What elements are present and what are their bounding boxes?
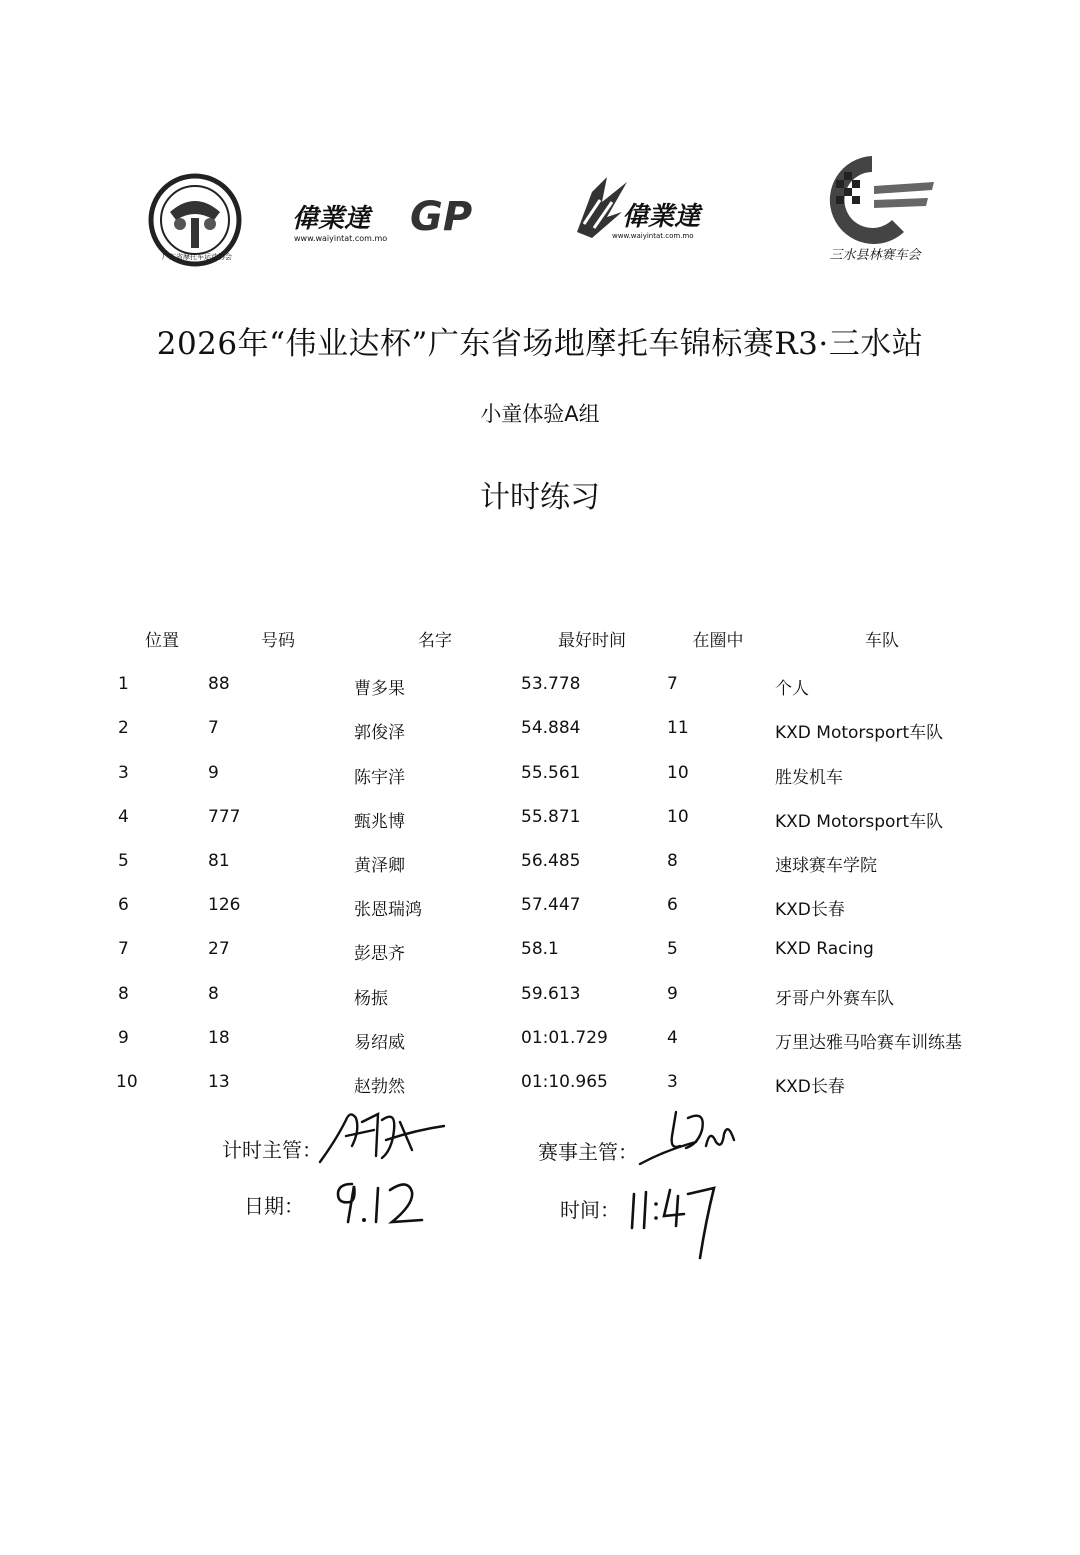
cell-name: 黄泽卿 <box>354 856 405 876</box>
date-value <box>340 1186 407 1221</box>
cell-position: 1 <box>118 674 129 694</box>
cell-team: KXD长春 <box>775 1077 845 1097</box>
cell-laps: 5 <box>667 939 678 959</box>
club-name: 三水县林赛车会 <box>829 248 921 263</box>
cell-best-time: 54.884 <box>521 718 581 738</box>
cell-position: 2 <box>118 718 129 738</box>
cell-position: 3 <box>118 763 129 783</box>
cell-number: 7 <box>208 718 219 738</box>
cell-laps: 7 <box>667 674 678 694</box>
cell-best-time: 01:01.729 <box>521 1028 608 1048</box>
cell-best-time: 01:10.965 <box>521 1072 608 1092</box>
waiyintat-gp-logo <box>292 196 532 246</box>
page-title: 2026年“伟业达杯”广东省场地摩托车锦标赛R3·三水站 <box>156 326 924 362</box>
cell-number: 13 <box>208 1072 230 1092</box>
race-manager-signature <box>636 1106 740 1170</box>
race-manager-label: 赛事主管： <box>538 1140 638 1164</box>
header-team: 车队 <box>865 631 899 651</box>
cell-number: 126 <box>208 895 241 915</box>
cell-number: 9 <box>208 763 219 783</box>
cell-team: 个人 <box>775 679 809 699</box>
gp-text: GP <box>410 194 473 240</box>
cell-position: 4 <box>118 807 129 827</box>
cell-number: 88 <box>208 674 230 694</box>
cell-best-time: 56.485 <box>521 851 581 871</box>
brand-url-2: www.waiyintat.com.mo <box>612 232 694 240</box>
cell-team: 速球赛车学院 <box>775 856 877 876</box>
cell-name: 易绍威 <box>354 1033 405 1053</box>
cell-number: 27 <box>208 939 230 959</box>
cell-team: 牙哥户外赛车队 <box>775 989 894 1009</box>
cell-best-time: 53.778 <box>521 674 581 694</box>
cell-best-time: 59.613 <box>521 984 581 1004</box>
timing-manager-signature <box>316 1100 448 1170</box>
cell-best-time: 57.447 <box>521 895 581 915</box>
cell-team: KXD Motorsport车队 <box>775 812 944 832</box>
club-logo <box>812 152 938 248</box>
waiyintat-tiger-logo <box>572 166 732 246</box>
header-name: 名字 <box>418 631 452 651</box>
brand-url-1: www.waiyintat.com.mo <box>294 234 388 243</box>
cell-position: 8 <box>118 984 129 1004</box>
cell-laps: 3 <box>667 1072 678 1092</box>
cell-laps: 9 <box>667 984 678 1004</box>
brand-text: 偉業達 <box>292 204 371 234</box>
cell-name: 甄兆博 <box>354 812 405 832</box>
cell-number: 18 <box>208 1028 230 1048</box>
cell-number: 81 <box>208 851 230 871</box>
cell-number: 777 <box>208 807 241 827</box>
cell-name: 郭俊泽 <box>354 723 405 743</box>
cell-team: KXD Racing <box>775 939 874 959</box>
class-subtitle: 小童体验A组 <box>480 402 600 426</box>
association-ring-text: 广东省摩托车运动协会 <box>162 253 232 261</box>
cell-best-time: 55.871 <box>521 807 581 827</box>
cell-team: 胜发机车 <box>775 768 843 788</box>
cell-laps: 4 <box>667 1028 678 1048</box>
header-best-time: 最好时间 <box>558 631 626 651</box>
cell-name: 杨振 <box>354 989 388 1009</box>
date-label: 日期： <box>244 1194 304 1218</box>
time-value <box>636 1196 722 1231</box>
cell-best-time: 58.1 <box>521 939 559 959</box>
cell-name: 赵勃然 <box>354 1077 405 1097</box>
time-label: 时间： <box>560 1198 620 1222</box>
brand-text-2: 偉業達 <box>622 202 701 232</box>
cell-laps: 6 <box>667 895 678 915</box>
cell-team: 万里达雅马哈赛车训练基 <box>775 1033 962 1053</box>
cell-team: KXD Motorsport车队 <box>775 723 944 743</box>
timing-manager-label: 计时主管： <box>222 1138 322 1162</box>
cell-name: 陈宇洋 <box>354 768 405 788</box>
cell-position: 5 <box>118 851 129 871</box>
cell-position: 6 <box>118 895 129 915</box>
header-laps: 在圈中 <box>692 631 744 651</box>
cell-position: 9 <box>118 1028 129 1048</box>
cell-number: 8 <box>208 984 219 1004</box>
cell-name: 张恩瑞鸿 <box>354 900 422 920</box>
cell-position: 10 <box>116 1072 138 1092</box>
header-position: 位置 <box>145 631 179 651</box>
cell-laps: 8 <box>667 851 678 871</box>
cell-name: 彭思齐 <box>354 944 405 964</box>
cell-best-time: 55.561 <box>521 763 581 783</box>
cell-position: 7 <box>118 939 129 959</box>
cell-laps: 10 <box>667 763 689 783</box>
cell-laps: 10 <box>667 807 689 827</box>
cell-laps: 11 <box>667 718 689 738</box>
cell-name: 曹多果 <box>354 679 405 699</box>
header-number: 号码 <box>261 631 295 651</box>
cell-team: KXD长春 <box>775 900 845 920</box>
session-title: 计时练习 <box>480 480 600 515</box>
